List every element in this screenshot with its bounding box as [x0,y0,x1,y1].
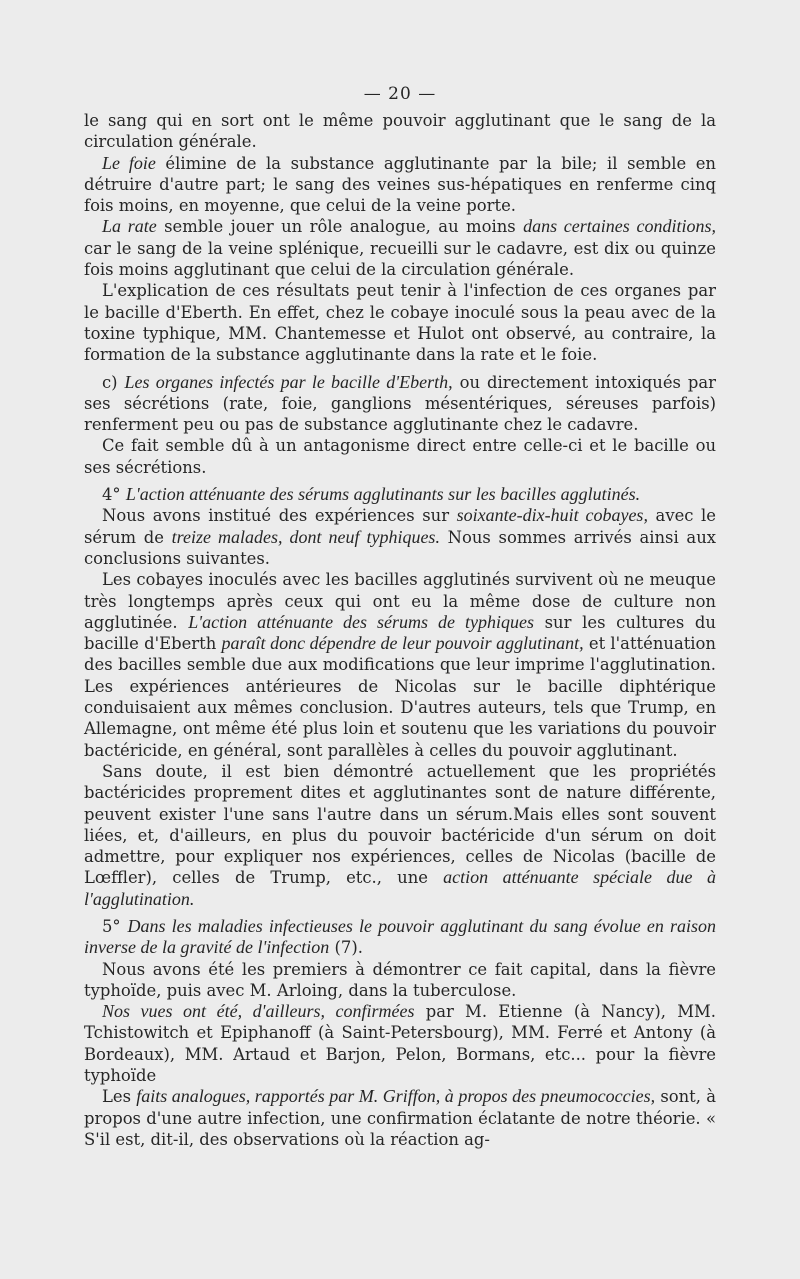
subsection-c: c) Les organes infectés par le bacille d'Eberth, ou directement intoxiqués par ses sécrétions (rate, foie, ganglions mésentériques, séreuses parfois) renferment peu ou pas de substance agglutinante chez le cadavre. [84,371,716,435]
section-heading-5: 5° Dans les maladies infectieuses le pouvoir agglutinant du sang évolue en raison inverse de la gravité de l'infection (7). [84,915,716,958]
paragraph: Nos vues ont été, d'ailleurs, confirmées par M. Etienne (à Nancy), MM. Tchistowitch et Epiphanoff (à Saint-Petersbourg), MM. Ferré et Antony (à Bordeaux), MM. Artaud et Barjon, Pelon, Bormans, etc... pour la fièvre typhoïde [84,1001,716,1086]
paragraph: La rate semble jouer un rôle analogue, au moins dans certaines conditions, car le sang de la veine splénique, recueilli sur le cadavre, est dix ou quinze fois moins agglutinant que celui de la circulation générale. [84,216,716,280]
paragraph: L'explication de ces résultats peut tenir à l'infection de ces organes par le bacille d'Eberth. En effet, chez le cobaye inoculé sous la peau avec de la toxine typhique, MM. Chantemesse et Hulot ont observé, au contraire, la formation de la substance agglutinante dans la rate et le foie. [84,281,716,365]
page-number: — 20 — [363,84,437,104]
body-text [84,110,716,1150]
paragraph: Les faits analogues, rapportés par M. Griffon, à propos des pneumococcies, sont, à propos d'une autre infection, une confirmation éclatante de notre théorie. « S'il est, dit-il, des observations où la réaction ag- [84,1086,716,1149]
paragraph: le sang qui en sort ont le même pouvoir agglutinant que le sang de la circulation générale. [84,111,716,152]
section-heading-4: 4° L'action atténuante des sérums agglutinants sur les bacilles agglutinés. [102,484,641,505]
paragraph: Les cobayes inoculés avec les bacilles agglutinés survivent où ne meuque très longtemps après ceux qui ont eu la même dose de culture non agglutinée. L'action atténuante des sérums de typhiques sur les cultures du bacille d'Eberth paraît donc dépendre de leur pouvoir agglutinant, et l'atténuation des bacilles semble due aux modifications que leur imprime l'agglutination. Les expériences antérieures de Nicolas sur le bacille diphtérique conduisaient aux mêmes conclusion. D'autres auteurs, tels que Trump, en Allemagne, ont même été plus loin et soutenu que les variations du pouvoir bactéricide, en général, sont parallèles à celles du pouvoir agglutinant. [84,570,716,760]
paragraph: Ce fait semble dû à un antagonisme direct entre celle-ci et le bacille ou ses sécrétions. [84,436,716,477]
paragraph: Nous avons institué des expériences sur soixante-dix-huit cobayes, avec le sérum de treize malades, dont neuf typhiques. Nous sommes arrivés ainsi aux conclusions suivantes. [84,505,716,568]
paragraph: Le foie élimine de la substance agglutinante par la bile; il semble en détruire d'autre part; le sang des veines sus-hépatiques en renferme cinq fois moins, en moyenne, que celui de la veine porte. [84,152,716,216]
paragraph: Nous avons été les premiers à démontrer ce fait capital, dans la fièvre typhoïde, puis avec M. Arloing, dans la tuberculose. [84,959,716,1000]
paragraph: Sans doute, il est bien démontré actuellement que les propriétés bactéricides proprement dites et agglutinantes sont de nature différente, peuvent exister l'une sans l'autre dans un sérum.Mais elles sont souvent liées, et, d'ailleurs, en plus du pouvoir bactéricide d'un sérum on doit admettre, pour expliquer nos expériences, celles de Nicolas (bacille de Lœffler), celles de Trump, etc., une action atténuante spéciale due à l'agglutination. [84,761,716,909]
